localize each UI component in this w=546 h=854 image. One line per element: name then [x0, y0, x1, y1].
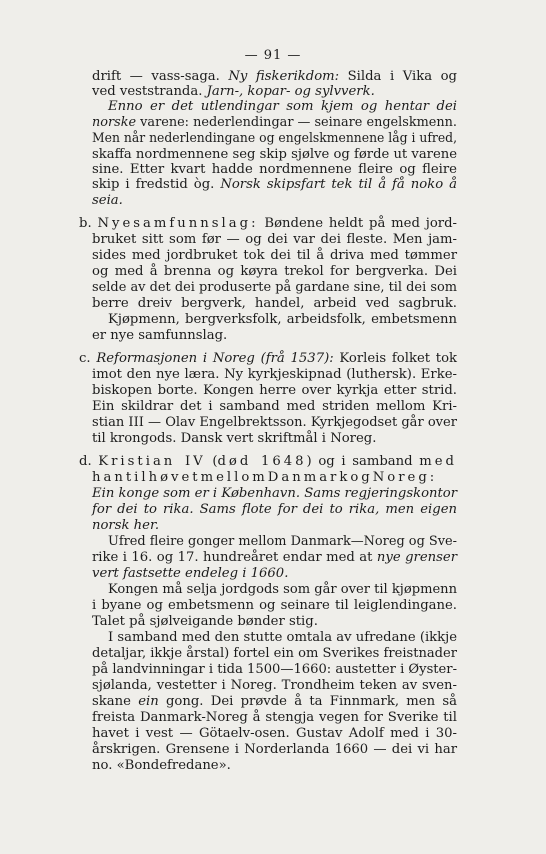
text-segment: berre dreiv bergverk, handel, arbeid ved sagbruk. — [92, 296, 457, 311]
text-segment: seia. — [92, 193, 123, 208]
text-segment: Norsk skipsfart tek til å få noko å — [220, 177, 457, 192]
text-segment: sides med jordbruket tok dei til å driva med tømmer — [92, 248, 457, 263]
text-segment: skaffa nordmennene seg skip sjølve og førde ut varene — [92, 147, 457, 162]
text-line — [92, 742, 457, 757]
text-segment: Reformasjonen i Noreg (frå 1537): — [96, 351, 334, 366]
text-segment: skane — [92, 694, 139, 709]
text-segment: Kongen må selja jordgods som går over til kjøpmenn — [108, 582, 457, 597]
text-line — [79, 351, 457, 366]
text-line — [92, 614, 318, 629]
text-segment: havet i vest — Götaelv-osen. Gustav Adolf med i 30- — [92, 726, 457, 741]
text-line — [92, 399, 457, 414]
text-line — [92, 147, 457, 162]
text-line — [92, 431, 376, 446]
text-segment: Ein konge som er i København. Sams regjeringskontor — [92, 486, 457, 501]
text-segment: norsk her. — [92, 518, 160, 533]
text-segment: død 1648 — [217, 454, 307, 469]
text-segment: Ny fiskerikdom: — [228, 69, 340, 84]
text-line — [108, 312, 457, 327]
page-number: — 91 — — [244, 48, 302, 63]
text-segment: nye grenser — [376, 550, 457, 565]
text-segment: imot den nye læra. Ny kyrkjeskipnad (luthersk). Erke- — [92, 367, 457, 382]
text-line — [92, 550, 457, 565]
text-line — [92, 177, 457, 192]
text-segment: til krongods. Dansk vert skriftmål i Noreg. — [92, 431, 377, 446]
text-segment: bruket sitt som før — og dei var dei fleste. Men jam- — [92, 232, 457, 247]
text-segment: Kristian IV — [98, 454, 206, 469]
text-line — [92, 566, 288, 581]
text-line — [92, 415, 457, 430]
text-segment: Silda i Vika og — [339, 69, 457, 84]
text-segment: Talet på sjølveigande bønder stig. — [92, 614, 318, 629]
text-segment: vert fastsette endeleg i 1660. — [92, 566, 289, 581]
text-line — [92, 296, 457, 311]
text-segment: rike i 16. og 17. hundreåret endar med at — [92, 550, 377, 565]
text-segment: skip i fredstid òg. — [92, 177, 221, 192]
text-line — [92, 162, 457, 177]
text-line — [92, 328, 227, 343]
text-segment: varene: nederlendingar — seinare engelskmenn. — [136, 115, 457, 130]
text-segment: I samband med den stutte omtala av ufredane (ikkje — [108, 630, 457, 645]
text-segment: Kjøpmenn, bergverksfolk, arbeidsfolk, embetsmenn — [108, 312, 457, 327]
text-segment: sjølanda, vestetter i Noreg. Trondheim teken av sven- — [92, 678, 457, 693]
text-line — [79, 216, 457, 231]
text-segment: selde av det dei produserte på gardane sine, til dei som — [92, 280, 457, 295]
text-segment: Nyesamfunnslag: — [97, 216, 259, 231]
text-line — [92, 264, 457, 279]
text-line — [92, 502, 457, 517]
text-line — [92, 646, 457, 661]
text-segment: freista Danmark-Noreg å stengja vegen for Sverike til — [92, 710, 457, 725]
text-segment: ) og i samband — [306, 454, 420, 469]
text-line — [92, 662, 457, 677]
text-segment: og med å brenna og køyra trekol for bergverka. Dei — [92, 264, 457, 279]
text-segment: hantilhøvetmellomDanmarkogNoreg: — [92, 470, 438, 485]
text-segment: detaljar, ikkje årstal) fortel ein om Sverikes freistnader — [92, 646, 457, 661]
text-line — [92, 69, 457, 84]
text-line — [92, 518, 159, 533]
text-line — [92, 694, 457, 709]
text-segment: stian III — Olav Engelbrektsson. Kyrkjegodset går over — [92, 415, 457, 430]
text-line — [92, 115, 457, 130]
text-segment: i byane og embetsmenn og seinare til leiglendingane. — [92, 598, 457, 613]
text-segment: Korleis folket tok — [333, 351, 458, 366]
text-segment: drift — vass-saga. — [92, 69, 229, 84]
text-line — [92, 726, 457, 741]
text-segment: ein — [138, 694, 159, 709]
text-segment: Ein skildrar det i samband med striden mellom Kri- — [92, 399, 457, 414]
text-segment: sine. Etter kvart hadde nordmennene fleire og fleire — [92, 162, 457, 177]
text-segment: biskopen borte. Kongen herre over kyrkja etter strid. — [92, 383, 457, 398]
text-line — [92, 232, 457, 247]
text-line — [92, 84, 375, 99]
text-segment: Ufred fleire gonger mellom Danmark—Noreg og Sve- — [108, 534, 457, 549]
text-segment: b. — [79, 216, 98, 231]
text-line — [92, 470, 437, 485]
text-segment: c. — [79, 351, 97, 366]
text-line — [92, 367, 457, 382]
text-segment: Enno er det utlendingar som kjem og hentar dei — [108, 99, 457, 114]
text-line — [108, 534, 457, 549]
text-segment: norske — [92, 115, 137, 130]
text-line — [92, 193, 123, 208]
text-segment: Men når nederlendingane og engelskmennene låg i ufred, — [92, 131, 457, 146]
text-line — [92, 486, 457, 501]
text-segment: Bøndene heldt på med jord- — [258, 216, 458, 231]
text-line — [92, 280, 457, 295]
text-segment: Jarn-, kopar- og sylvverk. — [206, 84, 375, 99]
text-line — [92, 598, 457, 613]
text-line — [92, 710, 457, 725]
text-segment: på landvinningar i tida 1500—1660: austetter i Øyster- — [92, 662, 457, 677]
text-line — [92, 131, 457, 146]
text-segment: ( — [205, 454, 218, 469]
text-segment: ved veststranda. — [92, 84, 207, 99]
text-segment: årskrigen. Grensene i Norderlanda 1660 — dei vi har — [92, 742, 457, 757]
text-line — [108, 99, 457, 114]
text-line — [92, 248, 457, 263]
text-segment: no. «Bondefredane». — [92, 758, 231, 773]
text-segment: gong. Dei prøvde å ta Finnmark, men så — [158, 694, 457, 709]
text-line — [79, 454, 457, 469]
text-line — [108, 582, 457, 597]
text-line — [92, 383, 457, 398]
text-line — [92, 758, 231, 773]
text-line — [92, 678, 457, 693]
text-segment: er nye samfunnslag. — [92, 328, 228, 343]
text-segment: d. — [79, 454, 99, 469]
text-line — [108, 630, 457, 645]
text-segment: med — [419, 454, 458, 469]
text-segment: for dei to rika. Sams flote for dei to rika, men eigen — [92, 502, 457, 517]
